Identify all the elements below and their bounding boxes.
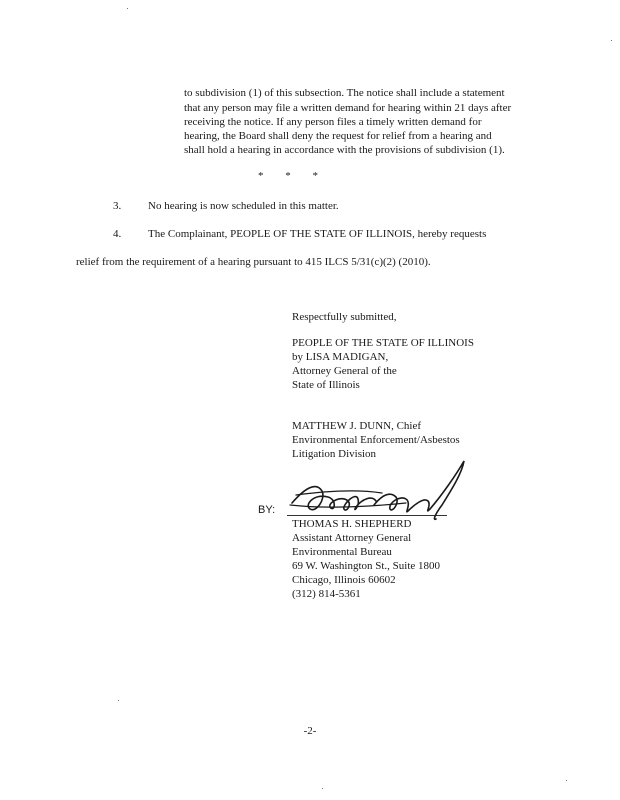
quoted-line: hearing, the Board shall deny the request for relief from a hearing and (184, 130, 492, 142)
quoted-line: that any person may file a written demand for hearing within 21 days after (184, 102, 512, 114)
section-separator (258, 170, 318, 182)
scan-speck (611, 40, 612, 41)
scan-speck (127, 8, 128, 9)
scan-speck (322, 788, 323, 789)
party-line: Attorney General of the (292, 365, 397, 377)
party-line: State of Illinois (292, 379, 360, 391)
signer-line: Chicago, Illinois 60602 (292, 574, 396, 586)
asterisk: * (258, 170, 264, 182)
handwritten-signature (286, 455, 476, 535)
chief-line: Litigation Division (292, 448, 377, 460)
item-number: 4. (113, 228, 122, 240)
scan-speck (566, 780, 567, 781)
by-label: BY: (258, 504, 276, 516)
page-number: -2- (303, 725, 317, 737)
asterisk: * (285, 170, 291, 182)
signer-line: (312) 814-5361 (292, 588, 361, 600)
chief-line: MATTHEW J. DUNN, Chief (292, 420, 422, 432)
signer-line: Assistant Attorney General (292, 532, 412, 544)
signer-line: 69 W. Washington St., Suite 1800 (292, 560, 441, 572)
signer-line: THOMAS H. SHEPHERD (292, 518, 412, 530)
scan-speck (118, 700, 119, 701)
party-line: by LISA MADIGAN, (292, 351, 389, 363)
chief-line: Environmental Enforcement/Asbestos (292, 434, 460, 446)
item-continuation: relief from the requirement of a hearing pursuant to 415 ILCS 5/31(c)(2) (2010). (76, 256, 431, 268)
signer-line: Environmental Bureau (292, 546, 392, 558)
quoted-line: receiving the notice. If any person files a timely written demand for (184, 116, 482, 128)
item-text: The Complainant, PEOPLE OF THE STATE OF ILLINOIS, hereby requests (148, 228, 487, 240)
item-text: No hearing is now scheduled in this matter. (148, 200, 339, 212)
item-number: 3. (113, 200, 122, 212)
quoted-line: shall hold a hearing in accordance with the provisions of subdivision (1). (184, 144, 505, 156)
asterisk: * (312, 170, 318, 182)
quoted-line: to subdivision (1) of this subsection. The notice shall include a statement (184, 87, 505, 99)
closing: Respectfully submitted, (292, 311, 397, 323)
party-line: PEOPLE OF THE STATE OF ILLINOIS (292, 337, 474, 349)
